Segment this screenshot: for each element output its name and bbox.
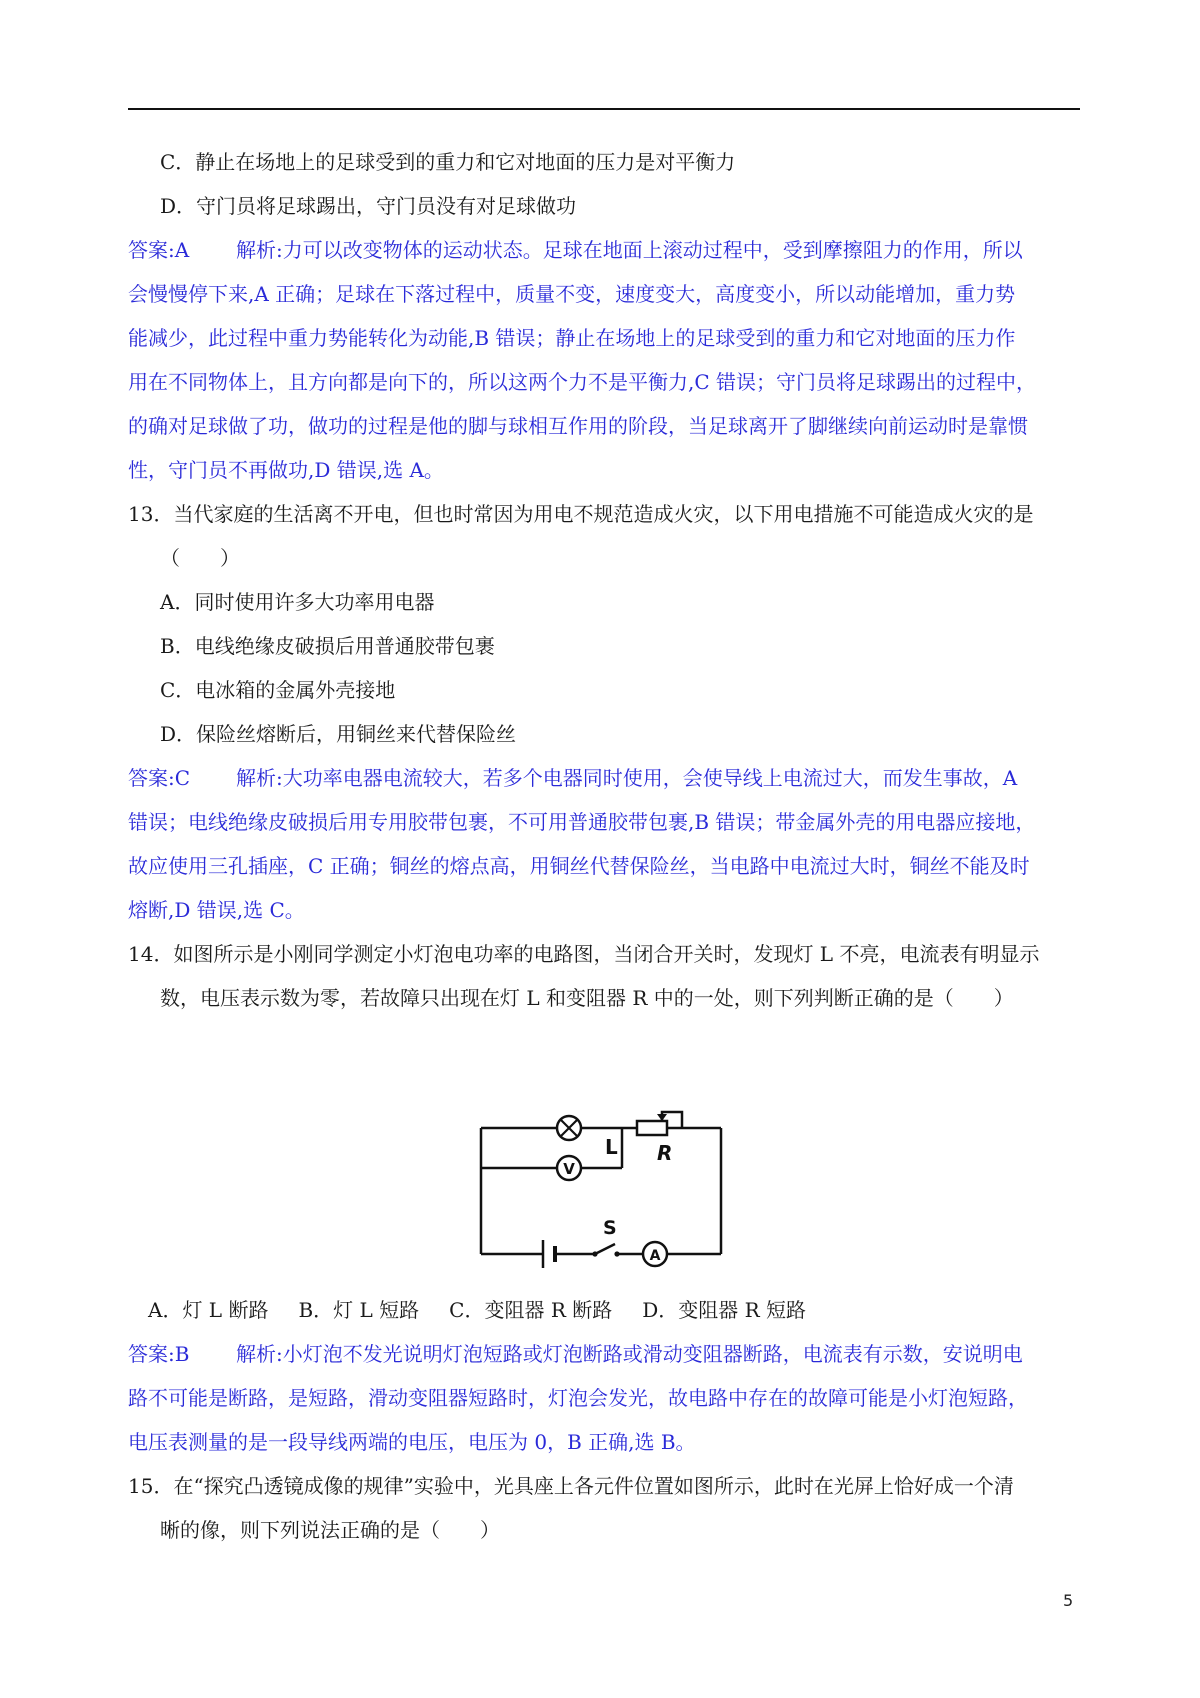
q14-explanation-line-1: 解析:小灯泡不发光说明灯泡短路或灯泡断路或滑动变阻器断路，电流表有示数，安说明电 [236,1342,1023,1366]
q14-answer-label: 答案:B [128,1342,190,1366]
q13-explanation-line-1: 解析:大功率电器电流较大，若多个电器同时使用，会使导线上电流过大，而发生事故，A [236,766,1018,790]
q12-answer [128,236,1023,264]
q14-explanation-line-3: 电压表测量的是一段导线两端的电压，电压为 0，B 正确,选 B。 [128,1430,696,1454]
q13-option-c: C．电冰箱的金属外壳接地 [160,678,396,702]
q13-answer-label: 答案:C [128,766,191,790]
q12-explanation-line-6: 性，守门员不再做功,D 错误,选 A。 [128,458,444,482]
switch-contact-left [592,1251,597,1256]
q14-option-b: B．灯 L 短路 [298,1298,420,1322]
q12-explanation-line-3: 能减少，此过程中重力势能转化为动能,B 错误；静止在场地上的足球受到的重力和它对地面的压力作 [128,326,1016,350]
q13-option-b: B．电线绝缘皮破损后用普通胶带包裹 [160,634,495,658]
q12-explanation-line-2: 会慢慢停下来,A 正确；足球在下落过程中，质量不变，速度变大，高度变小，所以动能增加，重力势 [128,282,1016,306]
q13-stem-line-1: 13．当代家庭的生活离不开电，但也时常因为用电不规范造成火灾，以下用电措施不可能造成火灾的是 [128,502,1034,526]
q13-option-a: A．同时使用许多大功率用电器 [160,590,435,614]
resistor-label: R [657,1141,673,1165]
q12-explanation-line-1: 解析:力可以改变物体的运动状态。足球在地面上滚动过程中，受到摩擦阻力的作用，所以 [236,238,1023,262]
page-number: 5 [1063,1591,1074,1610]
q12-explanation-line-5: 的确对足球做了功，做功的过程是他的脚与球相互作用的阶段，当足球离开了脚继续向前运动时是靠惯 [128,414,1028,438]
rheostat-symbol [637,1121,667,1135]
q13-stem-line-2: （ ） [160,546,240,570]
q14-option-a: A．灯 L 断路 [148,1298,269,1322]
q15-stem-line-1: 15．在“探究凸透镜成像的规律”实验中，光具座上各元件位置如图所示，此时在光屏上恰好成一个清 [128,1474,1014,1498]
lamp-label: L [605,1135,618,1159]
battery-symbol [543,1240,555,1268]
q12-answer-label: 答案:A [128,238,190,262]
q12-explanation-line-4: 用在不同物体上，且方向都是向下的，所以这两个力不是平衡力,C 错误；守门员将足球踢出的过程中， [128,370,1037,394]
switch-contact-right [614,1251,619,1256]
q12-option-c: C．静止在场地上的足球受到的重力和它对地面的压力是对平衡力 [160,150,736,174]
q14-stem-line-2: 数，电压表示数为零，若故障只出现在灯 L 和变阻器 R 中的一处，则下列判断正确的是（ ） [160,986,1014,1010]
q12-option-d: D．守门员将足球踢出，守门员没有对足球做功 [160,194,577,218]
ammeter-letter: A [649,1248,661,1264]
q13-option-d: D．保险丝熔断后，用铜丝来代替保险丝 [160,722,517,746]
ammeter-symbol [643,1242,667,1266]
q13-explanation-line-4: 熔断,D 错误,选 C。 [128,898,305,922]
header-rule [128,108,1080,110]
voltmeter-letter: V [563,1160,575,1178]
q15-stem-line-2: 晰的像，则下列说法正确的是（ ） [160,1518,500,1542]
lamp-symbol [557,1116,581,1140]
q14-answer [128,1340,1023,1368]
q14-explanation-line-2: 路不可能是断路，是短路，滑动变阻器短路时，灯泡会发光，故电路中存在的故障可能是小灯泡短路， [128,1386,1028,1410]
q13-explanation-line-2: 错误；电线绝缘皮破损后用专用胶带包裹，不可用普通胶带包裹,B 错误；带金属外壳的用电器应接地， [128,810,1036,834]
voltmeter-symbol [557,1156,581,1180]
q14-options [148,1296,836,1324]
q14-stem-line-1: 14．如图所示是小刚同学测定小灯泡电功率的电路图，当闭合开关时，发现灯 L 不亮，电流表有明显示 [128,942,1040,966]
q14-option-c: C．变阻器 R 断路 [449,1298,613,1322]
q13-explanation-line-3: 故应使用三孔插座，C 正确；铜丝的熔点高，用铜丝代替保险丝，当电路中电流过大时，铜丝不能及时 [128,854,1030,878]
circuit-diagram [477,1104,725,1274]
q13-answer [128,764,1017,792]
switch-label: S [603,1217,617,1239]
q14-option-d: D．变阻器 R 短路 [642,1298,807,1322]
